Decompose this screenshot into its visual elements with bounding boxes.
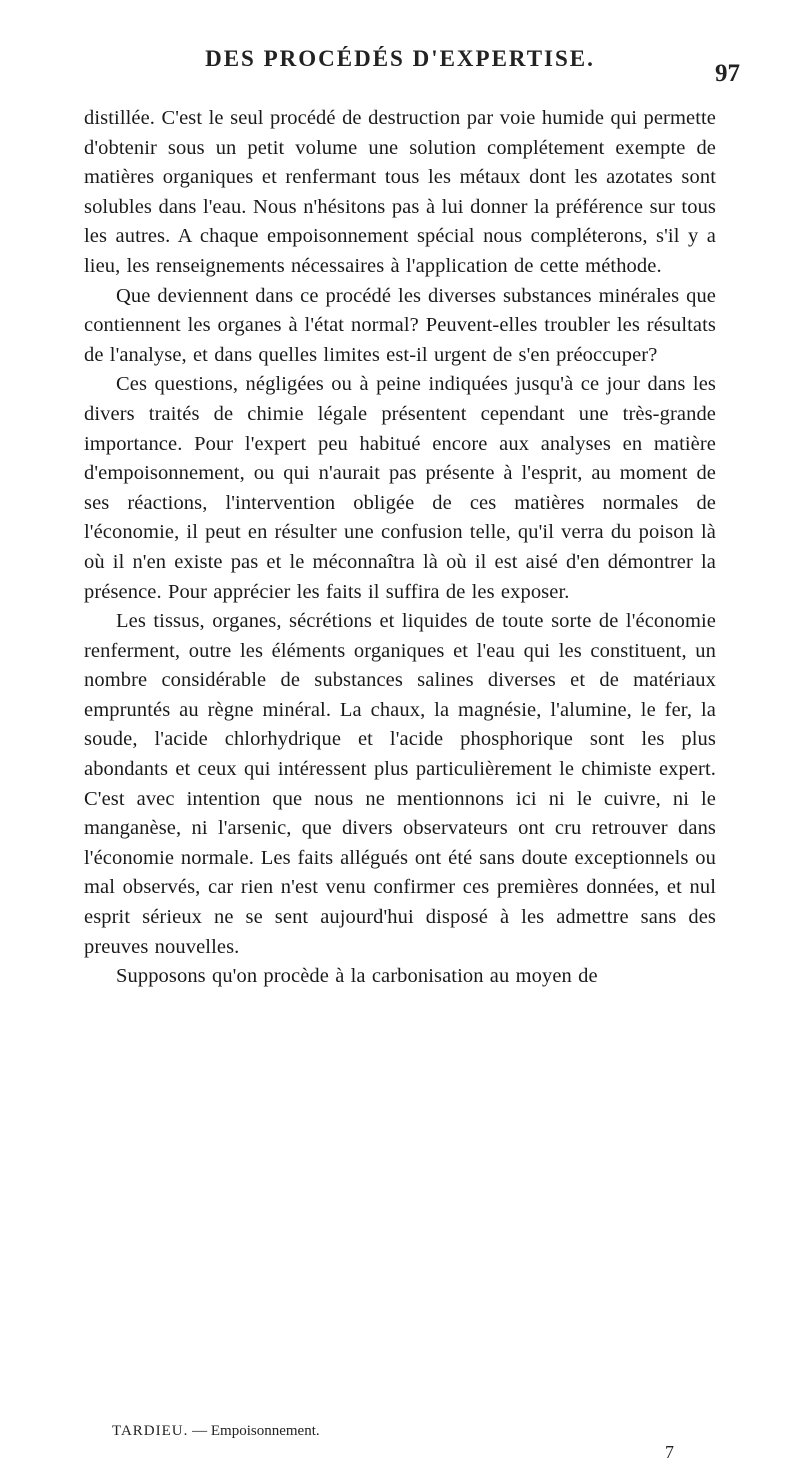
running-head: DES PROCÉDÉS D'EXPERTISE. bbox=[205, 46, 595, 71]
footer-title: — Empoisonnement. bbox=[188, 1423, 320, 1439]
footer-author: TARDIEU. bbox=[112, 1423, 189, 1439]
page-number: 97 bbox=[715, 60, 740, 87]
paragraph-4: Les tissus, organes, sécrétions et liquides de toute sorte de l'économie renferment, outre les éléments organiques et l'eau qui les constituent, un nombre considérable de substances salines diverses et de matériaux empruntés au règne minéral. La chaux, la magnésie, l'alumine, le fer, la soude, l'acide chlorhydrique et l'acide phosphorique sont les plus abondants et ceux qui intéressent plus particulièrement le chimiste expert. C'est avec intention que nous ne mentionnons ici ni le cuivre, ni le manganèse, ni l'arsenic, que divers observateurs ont cru retrouver dans l'économie normale. Les faits allégués ont été sans doute exceptionnels ou mal observés, car rien n'est venu confirmer ces premières données, et nul esprit sérieux ne se sent aujourd'hui disposé à les admettre sans des preuves nouvelles. bbox=[84, 610, 716, 958]
body-text bbox=[84, 104, 716, 992]
paragraph-5: Supposons qu'on procède à la carbonisation au moyen de bbox=[116, 965, 598, 988]
signature-mark: 7 bbox=[665, 1442, 674, 1462]
paragraph-2: Que deviennent dans ce procédé les diverses substances minérales que contiennent les organes à l'état normal? Peuvent-elles troubler les résultats de l'analyse, et dans quelles limites est-il urgent de s'en préoccuper? bbox=[84, 284, 716, 366]
footer-line bbox=[112, 1423, 462, 1440]
paragraph-3: Ces questions, négligées ou à peine indiquées jusqu'à ce jour dans les divers traités de chimie légale présentent cependant une très-grande importance. Pour l'expert peu habitué encore aux analyses en matière d'empoisonnement, ou qui n'aurait pas présente à l'esprit, au moment de ses réactions, l'intervention obligée de ces matières normales de l'économie, il peut en résulter une confusion telle, qu'il verra du poison là où il n'en existe pas et le méconnaîtra là où il est aisé d'en démontrer la présence. Pour apprécier les faits il suffira de les exposer. bbox=[84, 373, 716, 603]
paragraph-1: distillée. C'est le seul procédé de destruction par voie humide qui permette d'obtenir sous un petit volume une solution complétement exempte de matières organiques et renfermant tous les métaux dont les azotates sont solubles dans l'eau. Nous n'hésitons pas à lui donner la préférence sur tous les autres. A chaque empoisonnement spécial nous compléterons, s'il y a lieu, les renseignements nécessaires à l'application de cette méthode. bbox=[84, 107, 716, 277]
